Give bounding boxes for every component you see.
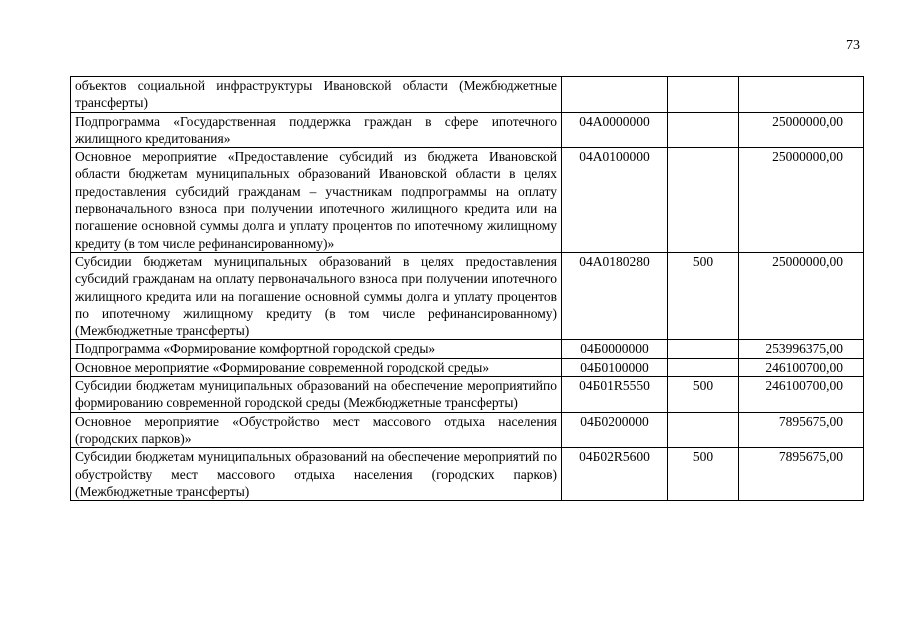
amount-cell: 25000000,00 [739, 148, 864, 253]
expense-type-cell: 500 [668, 448, 739, 501]
table-row [71, 412, 864, 448]
description-cell: объектов социальной инфраструктуры Ивановской области (Межбюджетные трансферты) [71, 77, 562, 113]
description-cell: Субсидии бюджетам муниципальных образований в целях предоставления субсидий гражданам на оплату первоначального взноса при получении ипотечного жилищного кредита или на погашение основной суммы долга и уплату процентов по ипотечному жилищному кредиту (в том числе рефинансированному) (Межбюджетные трансферты) [71, 252, 562, 339]
code-cell: 04Б01R5550 [562, 377, 668, 413]
amount-cell: 25000000,00 [739, 252, 864, 339]
amount-cell: 246100700,00 [739, 358, 864, 376]
expense-type-cell: 500 [668, 377, 739, 413]
code-cell [562, 77, 668, 113]
description-cell: Основное мероприятие «Формирование современной городской среды» [71, 358, 562, 376]
code-cell: 04Б0100000 [562, 358, 668, 376]
expense-type-cell [668, 412, 739, 448]
table-row [71, 358, 864, 376]
amount-cell: 253996375,00 [739, 340, 864, 358]
expense-type-cell [668, 77, 739, 113]
amount-cell: 246100700,00 [739, 377, 864, 413]
description-cell: Субсидии бюджетам муниципальных образований на обеспечение мероприятий по обустройству мест массового отдыха населения (городских парков) (Межбюджетные трансферты) [71, 448, 562, 501]
expense-type-cell: 500 [668, 252, 739, 339]
code-cell: 04А0000000 [562, 112, 668, 148]
expense-type-cell [668, 340, 739, 358]
description-cell: Субсидии бюджетам муниципальных образований на обеспечение мероприятийпо формированию современной городской среды (Межбюджетные трансферты) [71, 377, 562, 413]
code-cell: 04Б0000000 [562, 340, 668, 358]
table-row [71, 340, 864, 358]
table-row [71, 77, 864, 113]
table-row [71, 252, 864, 339]
expense-type-cell [668, 358, 739, 376]
code-cell: 04Б0200000 [562, 412, 668, 448]
code-cell: 04А0100000 [562, 148, 668, 253]
page-number: 73 [846, 38, 860, 53]
description-cell: Основное мероприятие «Предоставление субсидий из бюджета Ивановской области бюджетам муниципальных образований Ивановской области в целях предоставления субсидий гражданам – участникам подпрограммы на оплату первоначального взноса при получении ипотечного жилищного кредита или на погашение основной суммы долга и уплату процентов по ипотечному жилищному кредиту (в том числе рефинансированному)» [71, 148, 562, 253]
table-row [71, 148, 864, 253]
description-cell: Подпрограмма «Государственная поддержка граждан в сфере ипотечного жилищного кредитования» [71, 112, 562, 148]
amount-cell [739, 77, 864, 113]
description-cell: Подпрограмма «Формирование комфортной городской среды» [71, 340, 562, 358]
description-cell: Основное мероприятие «Обустройство мест массового отдыха населения (городских парков)» [71, 412, 562, 448]
code-cell: 04А0180280 [562, 252, 668, 339]
code-cell: 04Б02R5600 [562, 448, 668, 501]
table-row [71, 112, 864, 148]
table-row [71, 377, 864, 413]
expense-type-cell [668, 148, 739, 253]
amount-cell: 25000000,00 [739, 112, 864, 148]
amount-cell: 7895675,00 [739, 412, 864, 448]
amount-cell: 7895675,00 [739, 448, 864, 501]
table-row [71, 448, 864, 501]
budget-table [70, 76, 864, 501]
expense-type-cell [668, 112, 739, 148]
